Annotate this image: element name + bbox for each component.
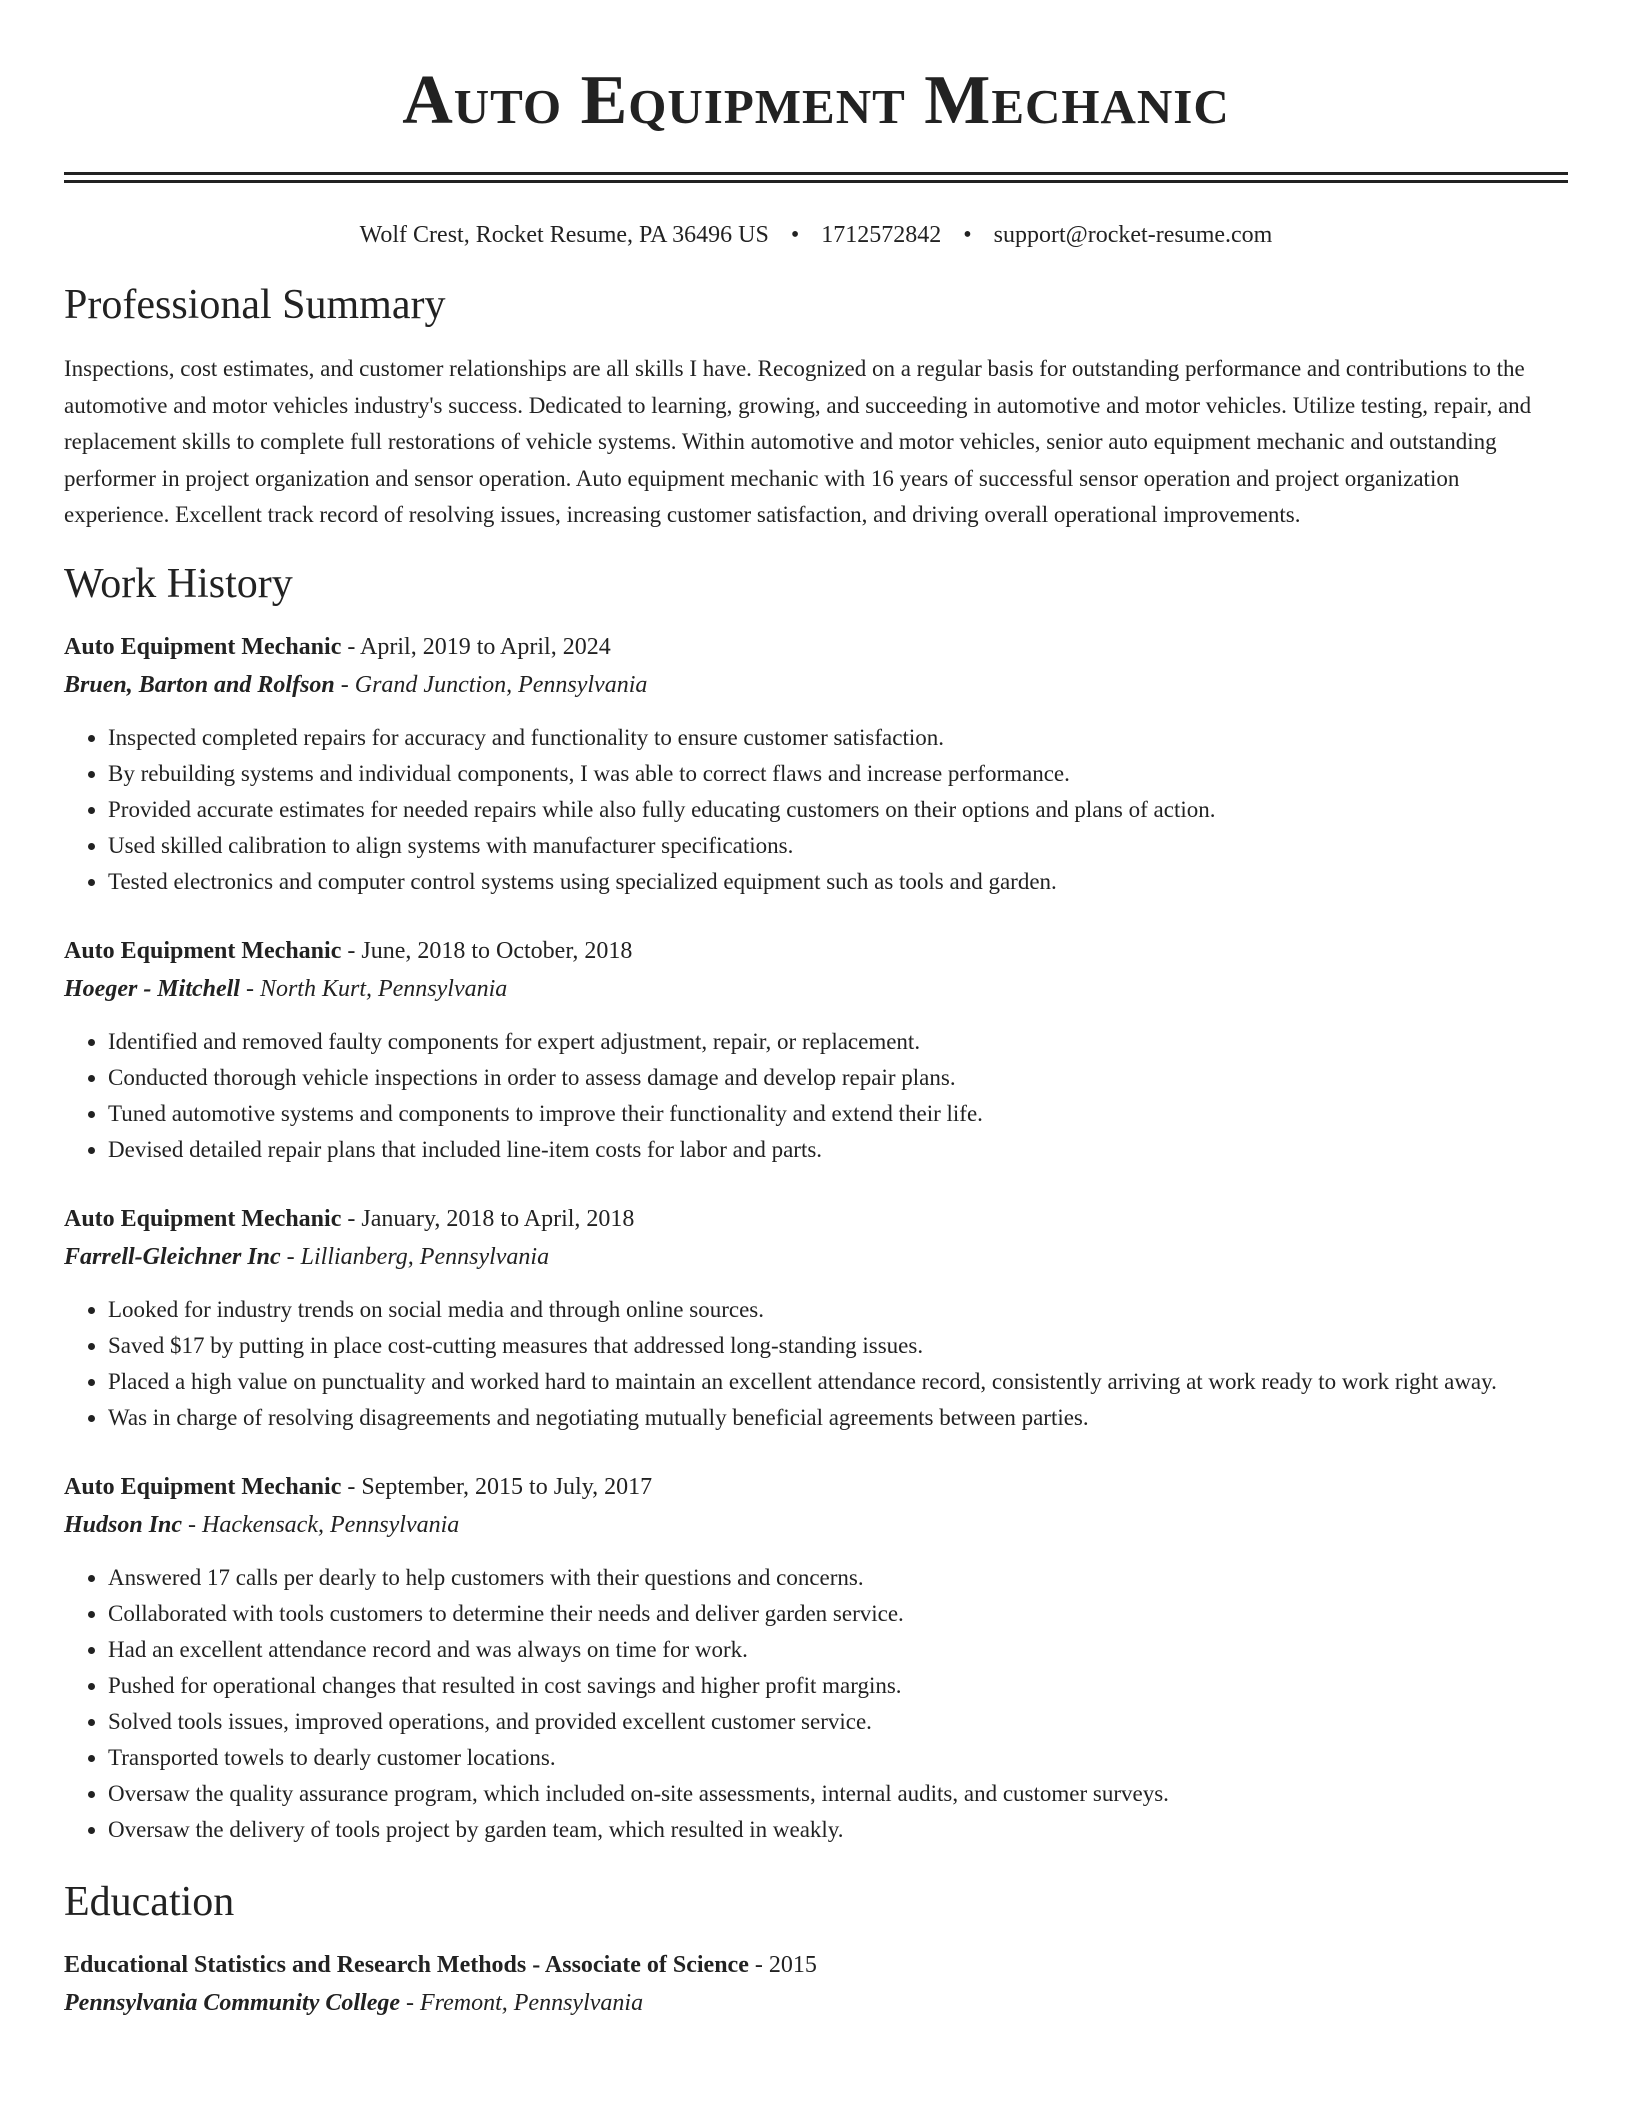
job-company: Bruen, Barton and Rolfson <box>64 671 335 698</box>
job-dates: - September, 2015 to July, 2017 <box>341 1473 653 1500</box>
job-company: Hoeger - Mitchell <box>64 975 240 1002</box>
summary-heading: Professional Summary <box>64 282 446 328</box>
job-bullet: • Provided accurate estimates for needed repairs while also fully educating customers on their options and plans of action. <box>108 792 1568 828</box>
job-bullet: • Saved $17 by putting in place cost-cutting measures that addressed long-standing issues. <box>108 1328 1568 1364</box>
job-location: - Lillianberg, Pennsylvania <box>280 1243 550 1270</box>
job-location: - North Kurt, Pennsylvania <box>239 975 508 1002</box>
job-bullet: • By rebuilding systems and individual components, I was able to correct flaws and increase performance. <box>108 756 1568 792</box>
job-entry <box>64 1200 1568 1436</box>
job-bullet: • Transported towels to dearly customer locations. <box>108 1740 1568 1776</box>
job-bullet: • Looked for industry trends on social media and through online sources. <box>108 1292 1568 1328</box>
job-bullets <box>64 720 1568 900</box>
contact-separator: • <box>963 222 972 248</box>
job-bullet: • Pushed for operational changes that resulted in cost savings and higher profit margins. <box>108 1668 1568 1704</box>
job-role: Auto Equipment Mechanic <box>64 937 342 964</box>
job-bullet: • Used skilled calibration to align systems with manufacturer specifications. <box>108 828 1568 864</box>
title-divider <box>64 172 1568 183</box>
job-bullet: • Inspected completed repairs for accuracy and functionality to ensure customer satisfaction. <box>108 720 1568 756</box>
job-bullets <box>64 1292 1568 1436</box>
job-company-line <box>64 970 1568 1008</box>
job-bullet: • Had an excellent attendance record and was always on time for work. <box>108 1632 1568 1668</box>
job-location: - Hackensack, Pennsylvania <box>182 1511 460 1538</box>
job-bullet: • Identified and removed faulty components for expert adjustment, repair, or replacement. <box>108 1024 1568 1060</box>
summary-text: Inspections, cost estimates, and customer relationships are all skills I have. Recognized on a regular basis for outstanding performance and contributions to the automotive and motor vehicles industry's success. Dedicated to learning, growing, and succeeding in automotive and motor vehicles. Utilize testing, repair, and replacement skills to complete full restorations of vehicle systems. Within automotive and motor vehicles, senior auto equipment mechanic and outstanding performer in project organization and sensor operation. Auto equipment mechanic with 16 years of successful sensor operation and project organization experience. Excellent track record of resolving issues, increasing customer satisfaction, and driving overall operational improvements. <box>64 356 1532 527</box>
job-dates: - January, 2018 to April, 2018 <box>341 1205 635 1232</box>
job-entry <box>64 1468 1568 1848</box>
job-dates: - April, 2019 to April, 2024 <box>341 633 611 660</box>
education-degree: Educational Statistics and Research Methods - Associate of Science <box>64 1951 749 1978</box>
job-title-line <box>64 1468 1568 1506</box>
job-company: Hudson Inc <box>64 1511 183 1538</box>
job-title-line <box>64 628 1568 666</box>
education-entry <box>64 1946 1568 2022</box>
job-role: Auto Equipment Mechanic <box>64 1473 342 1500</box>
work-history-heading: Work History <box>64 560 293 607</box>
job-bullets <box>64 1024 1568 1168</box>
job-bullet: • Was in charge of resolving disagreements and negotiating mutually beneficial agreements between parties. <box>108 1400 1568 1436</box>
job-role: Auto Equipment Mechanic <box>64 1205 342 1232</box>
job-location: - Grand Junction, Pennsylvania <box>334 671 648 698</box>
job-company-line <box>64 666 1568 704</box>
resume-title: Auto Equipment Mechanic <box>402 62 1230 139</box>
job-bullet: • Devised detailed repair plans that included line-item costs for labor and parts. <box>108 1132 1568 1168</box>
job-role: Auto Equipment Mechanic <box>64 633 342 660</box>
education-year: - 2015 <box>748 1951 817 1978</box>
contact-address: Wolf Crest, Rocket Resume, PA 36496 US <box>359 222 769 248</box>
contact-line <box>64 219 1568 251</box>
education-school: Pennsylvania Community College <box>64 1989 401 2016</box>
education-location: - Fremont, Pennsylvania <box>400 1989 644 2016</box>
job-bullet: • Collaborated with tools customers to determine their needs and deliver garden service. <box>108 1596 1568 1632</box>
job-bullet: • Solved tools issues, improved operations, and provided excellent customer service. <box>108 1704 1568 1740</box>
job-company: Farrell-Gleichner Inc <box>64 1243 281 1270</box>
job-bullet: • Tested electronics and computer control systems using specialized equipment such as tools and garden. <box>108 864 1568 900</box>
contact-email: support@rocket-resume.com <box>993 222 1273 248</box>
job-bullet: • Answered 17 calls per dearly to help customers with their questions and concerns. <box>108 1560 1568 1596</box>
job-bullets <box>64 1560 1568 1848</box>
contact-separator: • <box>790 222 800 248</box>
job-bullet: • Placed a high value on punctuality and worked hard to maintain an excellent attendance record, consistently arriving at work ready to work right away. <box>108 1364 1568 1400</box>
job-company-line <box>64 1238 1568 1276</box>
education-degree-line <box>64 1946 1568 1984</box>
job-bullet: • Conducted thorough vehicle inspections in order to assess damage and develop repair plans. <box>108 1060 1568 1096</box>
job-bullet: • Tuned automotive systems and components to improve their functionality and extend their life. <box>108 1096 1568 1132</box>
education-school-line <box>64 1984 1568 2022</box>
job-title-line <box>64 1200 1568 1238</box>
job-company-line <box>64 1506 1568 1544</box>
education-heading: Education <box>64 1878 235 1925</box>
job-entry <box>64 628 1568 900</box>
job-title-line <box>64 932 1568 970</box>
job-entry <box>64 932 1568 1168</box>
job-dates: - June, 2018 to October, 2018 <box>341 937 633 964</box>
job-bullet: • Oversaw the delivery of tools project by garden team, which resulted in weakly. <box>108 1812 1568 1848</box>
contact-phone: 1712572842 <box>821 222 942 248</box>
job-bullet: • Oversaw the quality assurance program, which included on-site assessments, internal audits, and customer surveys. <box>108 1776 1568 1812</box>
